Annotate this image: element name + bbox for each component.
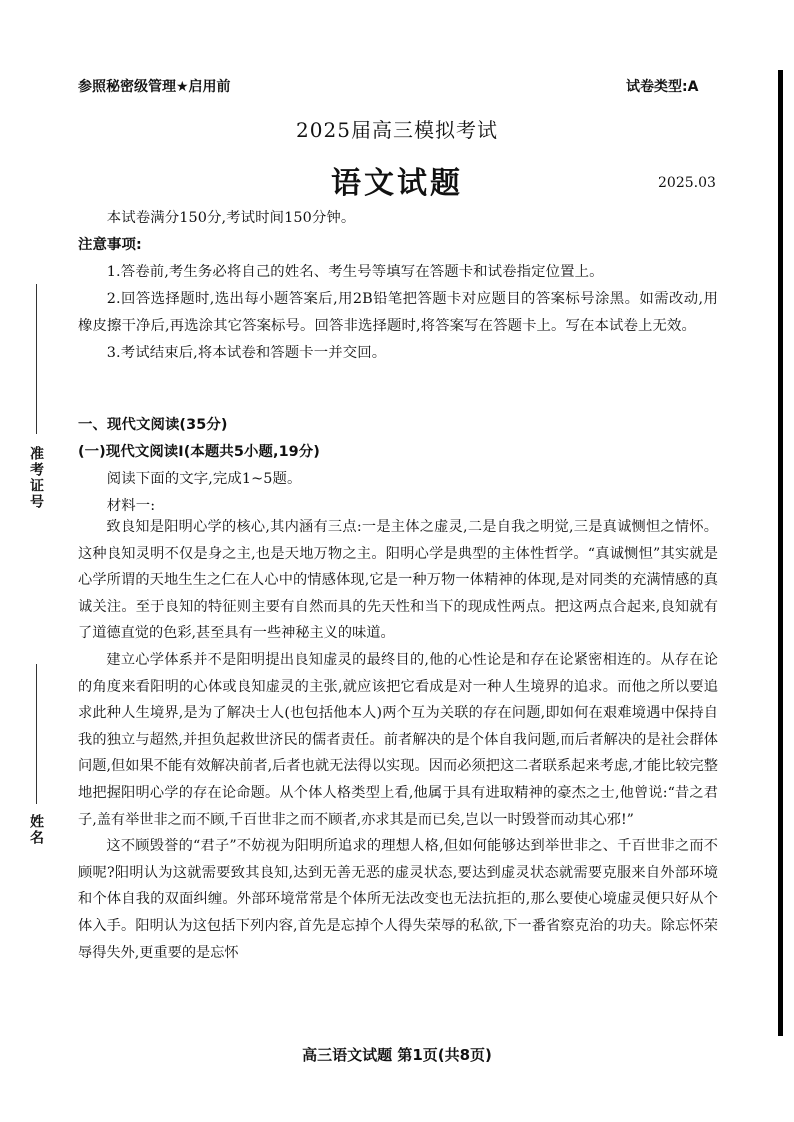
scan-edge-bar <box>778 70 783 1036</box>
page-footer: 高三语文试题 第1页(共8页) <box>302 1046 492 1064</box>
section-subheading: (一)现代文阅读Ⅰ(本题共5小题,19分) <box>78 444 320 460</box>
subject-title: 语文试题 <box>331 166 463 201</box>
passage-paragraph-2: 建立心学体系并不是阳明提出良知虚灵的最终目的,他的心性论是和存在论紧密相连的。从存在论的角度来看阳明的心体或良知虚灵的主张,就应该把它看成是对一种人生境界的追求。而他之所以要追求此种人生境界,是为了解决士人(也包括他本人)两个互为关联的存在问题,即如何在艰难境遇中保持自我的独立与超然,并担负起救世济民的儒者责任。前者解决的是个体自我问题,而后者解决的是社会群体问题,但如果不能有效解决前者,后者也就无法得以实现。因而必须把这二者联系起来考虑,才能比较完整地把握阳明心学的存在论命题。从个体人格类型上看,他属于具有进取精神的豪杰之士,他曾说:“昔之君子,盖有举世非之而不顾,千百世非之而不顾者,亦求其是而已矣,岂以一时毁誉而动其心邪!” <box>78 651 718 828</box>
notes-heading: 注意事项: <box>78 237 142 253</box>
material-label: 材料一: <box>106 498 156 514</box>
passage-paragraph-3: 这不顾毁誉的“君子”不妨视为阳明所追求的理想人格,但如何能够达到举世非之、千百世非之而不顾呢?阳明认为这就需要致其良知,达到无善无恶的虚灵状态,要达到虚灵状态就需要克服来自外部环境和个体自我的双面纠缠。外部环境常常是个体所无法改变也无法抗拒的,那么要使心境虚灵便只好从个体入手。阳明认为这包括下列内容,首先是忘掉个人得失荣辱的私欲,下一番省察克治的功夫。除忘怀荣辱得失外,更重要的是忘怀 <box>78 838 718 961</box>
notes-item-1: 1.答卷前,考生务必将自己的姓名、考生号等填写在答题卡和试卷指定位置上。 <box>106 264 604 280</box>
sidebar-line-top <box>36 284 37 434</box>
notes-item-3: 3.考试结束后,将本试卷和答题卡一并交回。 <box>106 345 387 361</box>
passage-paragraph-1: 致良知是阳明心学的核心,其内涵有三点:一是主体之虚灵,二是自我之明觉,三是真诚恻怛之情怀。这种良知灵明不仅是身之主,也是天地万物之主。阳明心学是典型的主体性哲学。“真诚恻怛”其实就是心学所谓的天地生生之仁在人心中的情感体现,它是一种万物一体精神的体现,是对同类的充满情感的真诚关注。至于良知的特征则主要有自然而具的先天性和当下的现成性两点。把这两点合起来,良知就有了道德直觉的色彩,甚至具有一些神秘主义的味道。 <box>78 519 718 642</box>
paper-type-label: 试卷类型:A <box>626 79 699 95</box>
section-instruction: 阅读下面的文字,完成1~5题。 <box>106 471 302 487</box>
section-heading: 一、现代文阅读(35分) <box>78 417 228 433</box>
notes-item-2: 2.回答选择题时,选出每小题答案后,用2B铅笔把答题卡对应题目的答案标号涂黑。如需改动,用橡皮擦干净后,再选涂其它答案标号。回答非选择题时,将答案写在答题卡上。写在本试卷上无效。 <box>78 291 718 334</box>
exam-date: 2025.03 <box>658 175 716 191</box>
sidebar-line-middle <box>36 664 37 804</box>
exam-id-label: 准考证号 <box>28 446 44 510</box>
confidential-label: 参照秘密级管理★启用前 <box>78 79 231 95</box>
name-label: 姓名 <box>28 814 44 846</box>
exam-title: 2025届高三模拟考试 <box>296 118 498 142</box>
exam-intro: 本试卷满分150分,考试时间150分钟。 <box>106 210 356 226</box>
